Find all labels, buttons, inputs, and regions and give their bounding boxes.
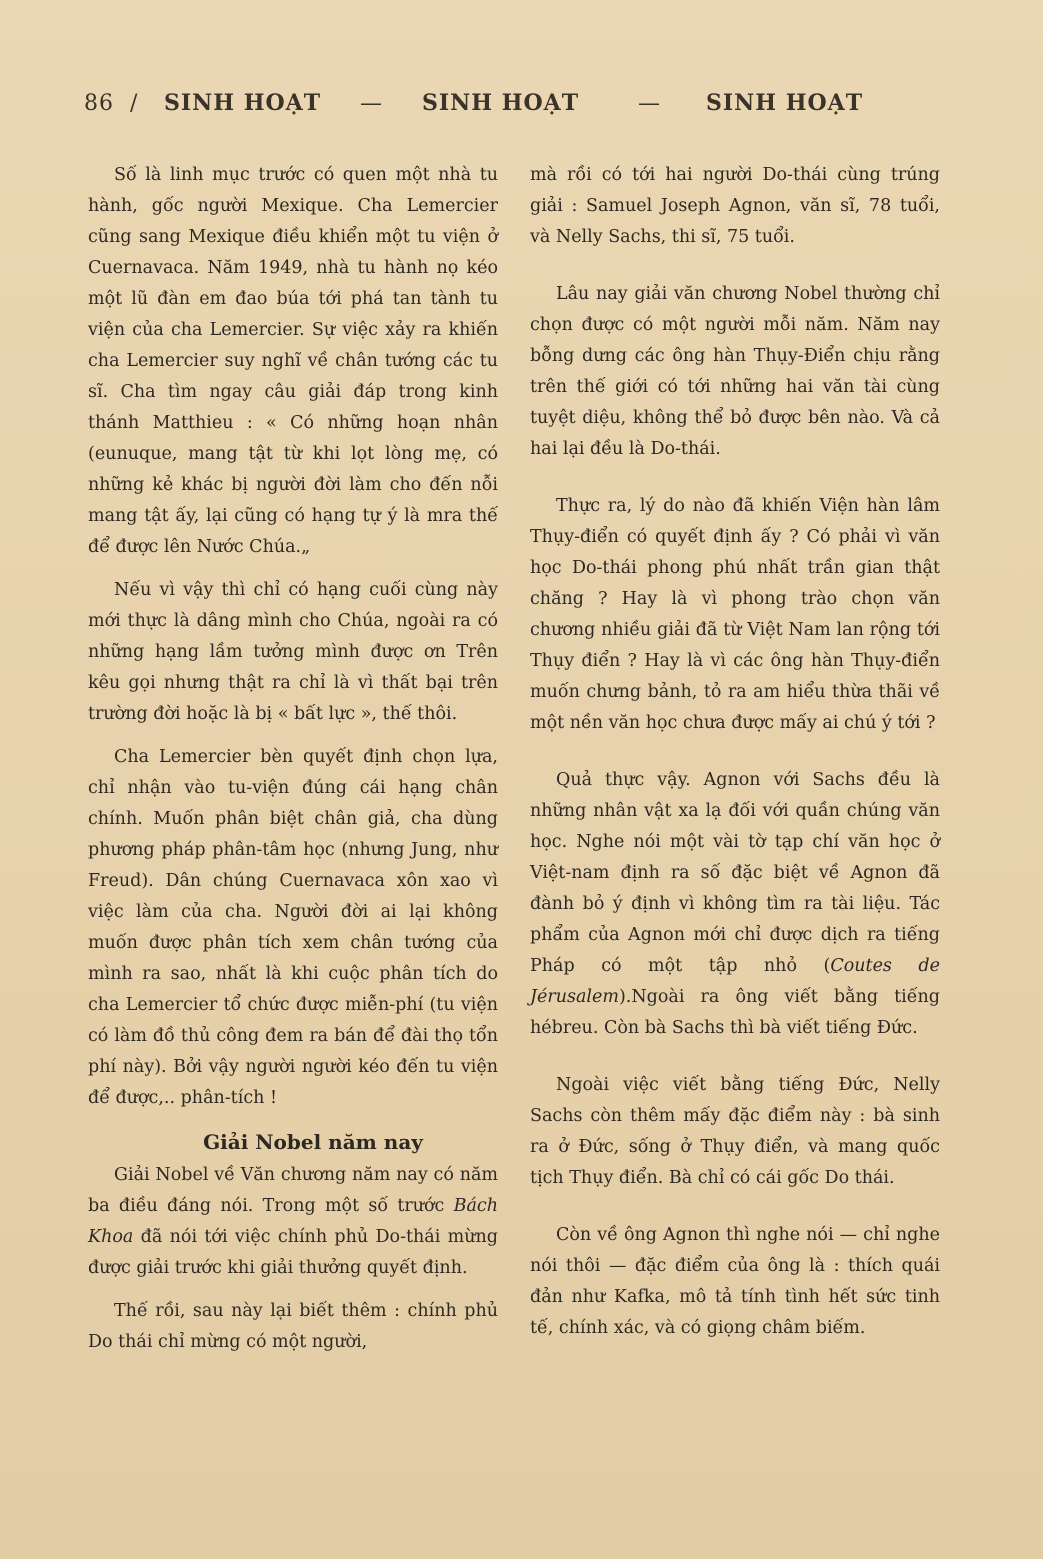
header-dash-1: — [360,91,383,116]
paragraph: Ngoài việc viết bằng tiếng Đức, Nelly Sachs còn thêm mấy đặc điểm này : bà sinh ra ở Đức, sống ở Thụy điển, và mang quốc tịch Thụy điển. Bà chỉ có cái gốc Do thái. [530,1075,940,1188]
right-column [530,160,940,1370]
running-header [84,90,944,116]
header-title-2: SINH HOẠT [422,90,580,116]
text-run: Giải Nobel về Văn chương năm nay có năm ba điều đáng nói. Trong một số trước [88,1165,498,1216]
paragraph: Còn về ông Agnon thì nghe nói — chỉ nghe nói thôi — đặc điểm của ông là : thích quái đản như Kafka, mô tả tính tình hết sức tinh tế, chính xác, và có giọng châm biếm. [530,1225,940,1338]
paragraph: mà rồi có tới hai người Do-thái cùng trúng giải : Samuel Joseph Agnon, văn sĩ, 78 tuổi, và Nelly Sachs, thi sĩ, 75 tuổi. [530,165,940,247]
text-run: Quả thực vậy. Agnon với Sachs đều là những nhân vật xa lạ đối với quần chúng văn học. Nghe nói một vài tờ tạp chí văn học ở Việt-nam định ra số đặc biệt về Agnon đã đành bỏ ý định vì không tìm ra tài liệu. Tác phẩm của Agnon mới chỉ được dịch ra tiếng Pháp có một tập nhỏ ( [530,770,940,976]
paragraph: Lâu nay giải văn chương Nobel thường chỉ chọn được có một người mỗi năm. Năm nay bỗng dưng các ông hàn Thụy-Điển chịu rằng trên thế giới có tới những hai văn tài cùng tuyệt diệu, không thể bỏ được bên nào. Và cả hai lại đều là Do-thái. [530,284,940,459]
paragraph [530,765,940,1044]
header-title-3: SINH HOẠT [706,90,864,116]
header-dash-2: — [638,91,661,116]
text-run: đã nói tới việc chính phủ Do-thái mừng được giải trước khi giải thưởng quyết định. [88,1227,498,1278]
text-run: ).Ngoài ra ông viết bằng tiếng hébreu. Còn bà Sachs thì bà viết tiếng Đức. [530,987,940,1038]
paragraph: Thế rồi, sau này lại biết thêm : chính phủ Do thái chỉ mừng có một người, [88,1301,498,1352]
page-number: 86 [84,91,114,116]
header-separator: / [130,91,139,116]
section-heading: Giải Nobel năm nay [203,1130,423,1154]
paragraph: Nếu vì vậy thì chỉ có hạng cuối cùng này mới thực là dâng mình cho Chúa, ngoài ra có những hạng lầm tưởng mình được ơn Trên kêu gọi nhưng thật ra chỉ là vì thất bại trên trường đời hoặc là bị « bất lực », thế thôi. [88,580,498,724]
paragraph: Thực ra, lý do nào đã khiến Viện hàn lâm Thụy-điển có quyết định ấy ? Có phải vì văn học Do-thái phong phú nhất trần gian thật chăng ? Hay là vì phong trào chọn văn chương nhiều giải đã từ Việt Nam lan rộng tới Thụy điển ? Hay là vì các ông hàn Thụy-điển muốn chưng bảnh, tỏ ra am hiểu thừa thãi về một nền văn học chưa được mấy ai chú ý tới ? [530,496,940,733]
italic-title: Coutes de Jérusalem [530,956,940,1007]
paragraph: Số là linh mục trước có quen một nhà tu hành, gốc người Mexique. Cha Lemercier cũng sang Mexique điều khiển một tu viện ở Cuernavaca. Năm 1949, nhà tu hành nọ kéo một lũ đàn em đao búa tới phá tan tành tu viện của cha Lemercier. Sự việc xảy ra khiến cha Lemercier suy nghĩ về chân tướng các tu sĩ. Cha tìm ngay câu giải đáp trong kinh thánh Matthieu : « Có những hoạn nhân (eunuque, mang tật từ khi lọt lòng mẹ, có những kẻ khác bị người đời làm cho đến nỗi mang tật ấy, lại cũng có hạng tự ý là mra thế để được lên Nước Chúa.„ [88,165,498,557]
left-column [88,160,498,1370]
italic-title: Bách Khoa [88,1196,498,1247]
paragraph: Cha Lemercier bèn quyết định chọn lựa, chỉ nhận vào tu-viện đúng cái hạng chân chính. Muốn phân biệt chân giả, cha dùng phương pháp phân-tâm học (nhưng Jung, như Freud). Dân chúng Cuernavaca xôn xao vì việc làm của cha. Người đời ai lại không muốn được phân tích xem chân tướng của mình ra sao, nhất là khi cuộc phân tích do cha Lemercier tổ chức được miễn-phí (tu viện có làm đồ thủ công đem ra bán để đài thọ tổn phí này). Bởi vậy người người kéo đến tu viện để được,.. phân-tích ! [88,747,498,1108]
header-title-1: SINH HOẠT [164,90,322,116]
paragraph [88,1160,498,1284]
